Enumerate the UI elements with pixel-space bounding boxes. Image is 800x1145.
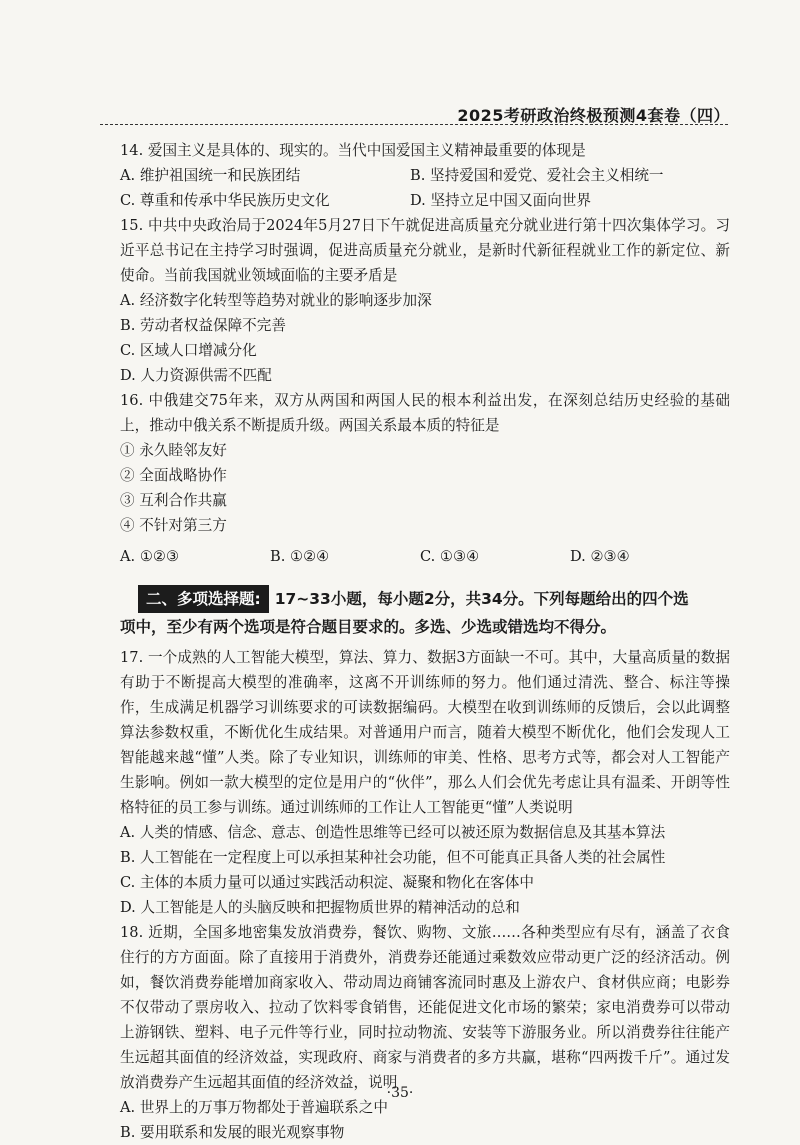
question-16-stem: 16. 中俄建交75年来，双方从两国和两国人民的根本利益出发，在深刻总结历史经验的基础上，推动中俄关系不断提质升级。两国关系最本质的特征是 <box>120 392 730 434</box>
question-15-stem: 15. 中共中央政治局于2024年5月27日下午就促进高质量充分就业进行第十四次集体学习。习近平总书记在主持学习时强调，促进高质量充分就业，是新时代新征程就业工作的新定位、新使命。当前我国就业领域面临的主要矛盾是 <box>120 217 730 284</box>
question-14-option-a: A. 维护祖国统一和民族团结 <box>120 167 301 184</box>
section-heading <box>120 585 730 641</box>
question-16-option-b: B. ①②④ <box>270 548 330 565</box>
question-16-item-1: ① 永久睦邻友好 <box>120 442 227 459</box>
question-18-stem: 18. 近期，全国多地密集发放消费券，餐饮、购物、文旅……各种类型应有尽有，涵盖了衣食住行的方方面面。除了直接用于消费外，消费券还能通过乘数效应带动更广泛的经济活动。例如，餐饮消费券能增加商家收入、带动周边商铺客流同时惠及上游农户、食材供应商；电影券不仅带动了票房收入、拉动了饮料零食销售，还能促进文化市场的繁荣；家电消费券可以带动上游钢铁、塑料、电子元件等行业，同时拉动物流、安装等下游服务业。所以消费券往往能产生远超其面值的经济效益，实现政府、商家与消费者的多方共赢，堪称“四两拨千斤”。通过发放消费券产生远超其面值的经济效益，说明 <box>120 924 730 1091</box>
exam-content <box>120 138 730 1145</box>
question-16-item-2: ② 全面战略协作 <box>120 467 227 484</box>
section-text-2: 项中，至少有两个选项是符合题目要求的。多选、少选或错选均不得分。 <box>120 618 617 636</box>
header-divider <box>100 124 728 125</box>
question-16-option-c: C. ①③④ <box>420 548 480 565</box>
question-16-option-d: D. ②③④ <box>570 548 630 565</box>
question-17-option-d: D. 人工智能是人的头脑反映和把握物质世界的精神活动的总和 <box>120 899 520 916</box>
question-18-option-b: B. 要用联系和发展的眼光观察事物 <box>120 1124 345 1141</box>
question-15-option-c: C. 区域人口增减分化 <box>120 342 257 359</box>
question-16 <box>120 388 730 569</box>
question-17-option-b: B. 人工智能在一定程度上可以承担某种社会功能，但不可能真正具备人类的社会属性 <box>120 849 666 866</box>
question-18 <box>120 920 730 1145</box>
question-14-option-b: B. 坚持爱国和爱党、爱社会主义相统一 <box>410 167 664 184</box>
question-14-stem: 14. 爱国主义是具体的、现实的。当代中国爱国主义精神最重要的体现是 <box>120 142 586 159</box>
question-15-option-d: D. 人力资源供需不匹配 <box>120 367 272 384</box>
section-tag: 二、多项选择题: <box>138 585 269 613</box>
question-16-item-4: ④ 不针对第三方 <box>120 517 227 534</box>
question-16-option-a: A. ①②③ <box>120 548 180 565</box>
question-17-stem: 17. 一个成熟的人工智能大模型，算法、算力、数据3方面缺一不可。其中，大量高质量的数据有助于不断提高大模型的准确率，这离不开训练师的努力。他们通过清洗、整合、标注等操作，生成满足机器学习训练要求的可读数据编码。大模型在收到训练师的反馈后，会以此调整算法参数权重，不断优化生成结果。对普通用户而言，随着大模型不断优化，他们会发现人工智能越来越“懂”人类。除了专业知识，训练师的审美、性格、思考方式等，都会对人工智能产生影响。例如一款大模型的定位是用户的“伙伴”，那么人们会优先考虑让具有温柔、开朗等性格特征的员工参与训练。通过训练师的工作让人工智能更“懂”人类说明 <box>120 649 730 816</box>
page-number: ·35· <box>386 1085 414 1101</box>
question-15 <box>120 213 730 388</box>
question-18-option-a: A. 世界上的万事万物都处于普遍联系之中 <box>120 1099 388 1116</box>
question-14 <box>120 138 730 213</box>
question-14-option-d: D. 坚持立足中国又面向世界 <box>410 192 591 209</box>
section-text-1: 17~33小题，每小题2分，共34分。下列每题给出的四个选 <box>274 590 689 608</box>
page-header-title: 2025考研政治终极预测4套卷（四） <box>457 106 730 125</box>
question-14-option-c: C. 尊重和传承中华民族历史文化 <box>120 192 330 209</box>
question-16-item-3: ③ 互利合作共赢 <box>120 492 227 509</box>
question-17-option-a: A. 人类的情感、信念、意志、创造性思维等已经可以被还原为数据信息及其基本算法 <box>120 824 666 841</box>
question-17-option-c: C. 主体的本质力量可以通过实践活动积淀、凝聚和物化在客体中 <box>120 874 534 891</box>
question-15-option-a: A. 经济数字化转型等趋势对就业的影响逐步加深 <box>120 292 432 309</box>
question-17 <box>120 645 730 920</box>
question-15-option-b: B. 劳动者权益保障不完善 <box>120 317 286 334</box>
